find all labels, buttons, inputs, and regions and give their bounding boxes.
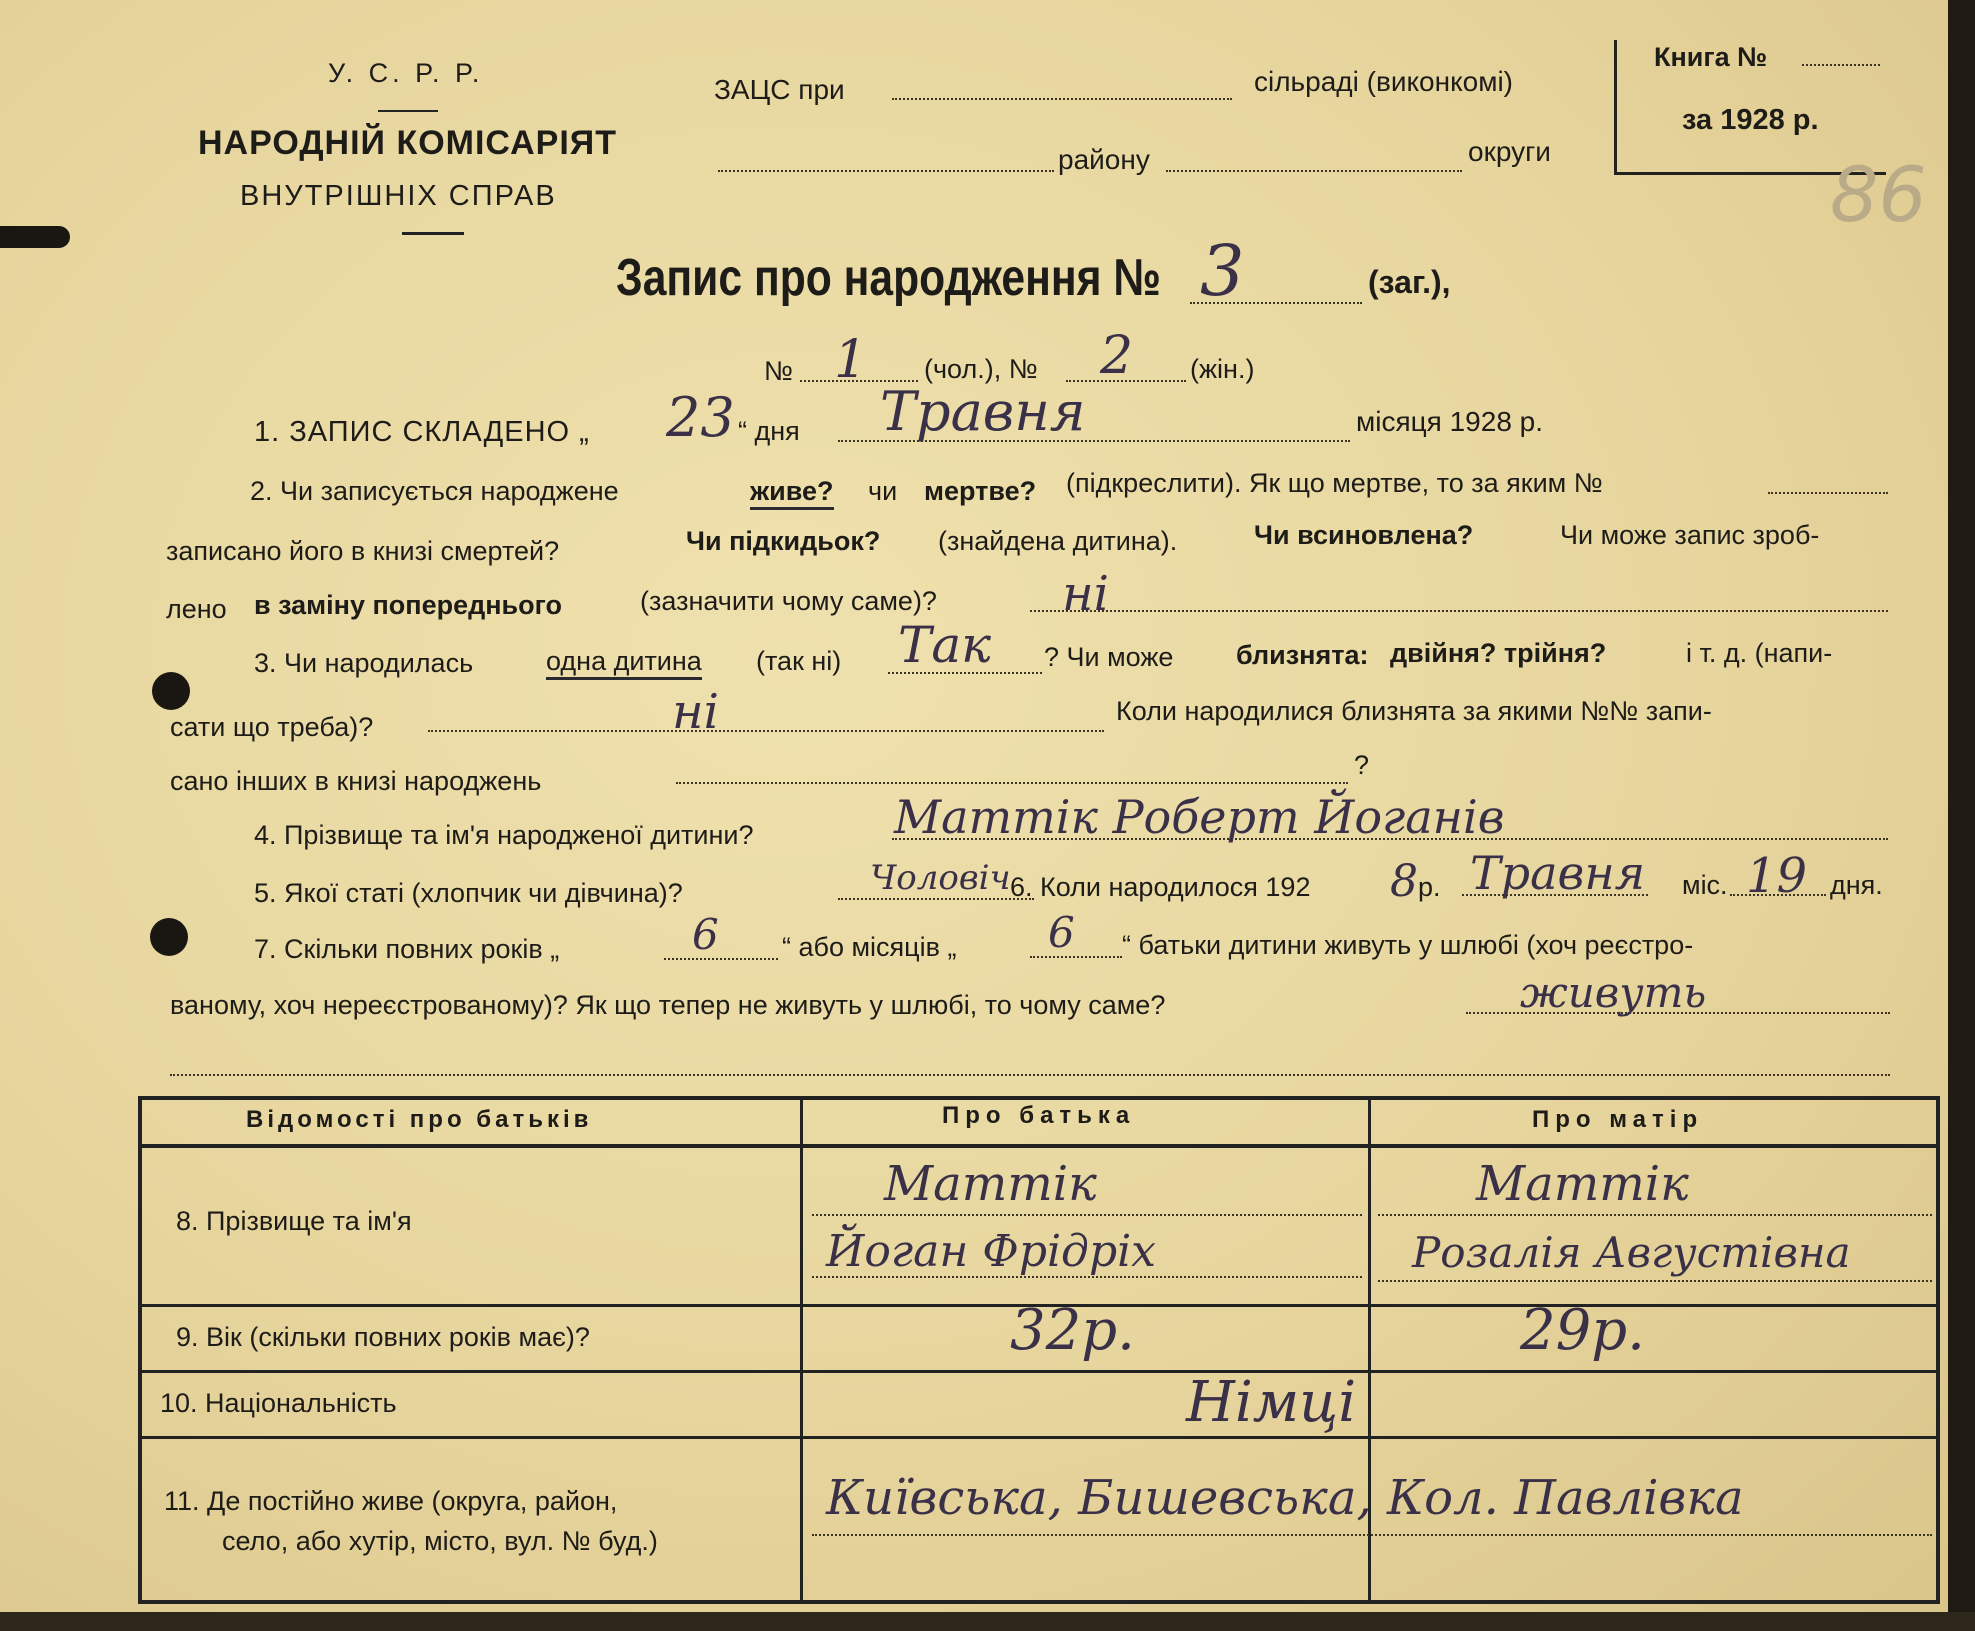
item7-years-line [664, 958, 778, 960]
table-head-father: Про батька [942, 1102, 1136, 1129]
item6-mis: міс. [1682, 870, 1728, 900]
item2-line3a: лено [166, 594, 227, 624]
mother-given-name: Розалія Августівна [1412, 1228, 1851, 1277]
header-rayonu: району [1058, 144, 1150, 175]
mother-given-line [1378, 1280, 1932, 1282]
item2-line2a: записано його в книзі смертей? [166, 536, 560, 566]
header-okrugy: округи [1468, 136, 1551, 167]
zhin-label: (жін.) [1190, 354, 1255, 384]
item3-dviynia: двійня? трійня? [1390, 638, 1607, 668]
book-number-line [1802, 64, 1880, 66]
item7-line2: ваному, хоч нереєстрованому)? Як що тепер не живуть у шлюбі, то чому саме? [170, 990, 1166, 1020]
record-title: Запис про народження № [616, 249, 1161, 307]
item2-vsynovl: Чи всиновлена? [1254, 520, 1474, 550]
marriage-years: 6 [692, 910, 719, 959]
paper-right-edge [1948, 0, 1975, 1631]
item7-b: “ або місяців „ [782, 932, 957, 962]
pencil-page-number: 86 [1830, 150, 1927, 239]
district-field-line [718, 170, 1054, 172]
child-name: Маттік Роберт Йоганів [894, 790, 1505, 844]
item2-zhyve: живе? [750, 476, 834, 510]
header-zags: ЗАЦС при [714, 74, 845, 105]
zags-field-line [892, 98, 1232, 100]
row11-label-1: 11. Де постійно живе (округа, район, [164, 1486, 618, 1516]
table-top [138, 1096, 1940, 1100]
item3-line3-dots [676, 782, 1348, 784]
table-bottom [138, 1600, 1940, 1604]
item3-a: 3. Чи народилась [254, 648, 474, 678]
item3-b: (так ні) [756, 646, 842, 676]
mother-surname-line [1378, 1214, 1932, 1216]
okruga-field-line [1166, 170, 1462, 172]
item3-line3-question: ? [1354, 750, 1370, 780]
item5-line [838, 898, 1034, 900]
mother-age: 29р. [1520, 1298, 1645, 1363]
edge-tear-mark [0, 226, 70, 248]
header-silradi: сільраді (виконкомі) [1254, 66, 1513, 97]
table-col-divider-2 [1368, 1096, 1371, 1604]
item7-extra-line [170, 1074, 1890, 1076]
row11-label-2: село, або хутір, місто, вул. № буд.) [222, 1526, 658, 1556]
item2-answer: ні [1062, 566, 1109, 622]
header-ussr: У. С. Р. Р. [328, 58, 484, 88]
paper-bottom-edge [0, 1612, 1975, 1631]
row9-label: 9. Вік (скільки повних років має)? [176, 1322, 590, 1352]
item2-pidkydok: Чи підкидьок? [686, 526, 881, 556]
item2-chy: чи [868, 476, 898, 506]
item1-label: 1. ЗАПИС СКЛАДЕНО „ [254, 416, 590, 448]
nationality: Німці [1186, 1370, 1357, 1435]
mother-surname: Маттік [1476, 1156, 1689, 1212]
item7-a: 7. Скільки повних років „ [254, 934, 560, 964]
header-rule-1 [378, 110, 438, 112]
item1-dnia: “ дня [738, 416, 800, 446]
row10-label: 10. Національність [160, 1388, 397, 1418]
item3-answer2: ні [672, 684, 719, 740]
item3-blyzn: близнята: [1236, 640, 1369, 670]
item1-end: місяця 1928 р. [1356, 406, 1544, 437]
book-year: за 1928 р. [1682, 104, 1819, 136]
item2-line1-dots [1768, 492, 1888, 494]
male-number: 1 [834, 330, 868, 390]
book-number-label: Книга № [1654, 42, 1768, 72]
item2-line2b: (знайдена дитина). [938, 526, 1178, 556]
no1-label: № [764, 356, 793, 386]
item7-answer: живуть [1520, 968, 1707, 1017]
item1-month: Травня [880, 380, 1086, 443]
table-header-bottom [138, 1144, 1940, 1148]
item3-line3a: сано інших в книзі народжень [170, 766, 542, 796]
item2-line1c: (підкреслити). Як що мертве, то за яким № [1066, 468, 1603, 498]
record-number: 3 [1200, 230, 1245, 312]
item4-label: 4. Прізвище та ім'я народженої дитини? [254, 820, 754, 850]
table-col-divider-1 [800, 1096, 803, 1604]
table-row2-bottom [138, 1370, 1940, 1373]
father-surname-line [812, 1214, 1362, 1216]
father-surname: Маттік [884, 1156, 1097, 1212]
table-left [138, 1096, 142, 1604]
item2-mertve: мертве? [924, 476, 1037, 506]
item7-months-line [1030, 956, 1122, 958]
item3-line2b: Коли народилися близнята за якими №№ запи- [1116, 696, 1712, 726]
item6-dnia: дня. [1830, 870, 1883, 900]
table-right [1936, 1096, 1940, 1604]
header-commissariat: НАРОДНІЙ КОМІСАРІЯТ [198, 124, 617, 162]
record-number-line [1190, 302, 1362, 304]
punch-hole-top [152, 672, 190, 710]
item3-answer: Так [898, 616, 992, 674]
birth-day: 19 [1746, 848, 1808, 904]
father-given-name: Йоган Фрідріх [826, 1226, 1156, 1277]
birth-year-digit: 8 [1390, 856, 1418, 907]
item3-odna: одна дитина [546, 646, 702, 680]
header-rule-2 [402, 232, 464, 235]
item3-line2-dots [428, 730, 1104, 732]
item7-c: “ батьки дитини живуть у шлюбі (хоч реєстро- [1122, 930, 1694, 960]
item2-line3b: (зазначити чому саме)? [640, 586, 937, 616]
birth-month: Травня [1470, 846, 1646, 900]
record-suffix: (заг.), [1368, 264, 1451, 300]
item3-d: і т. д. (напи- [1686, 638, 1833, 668]
female-number: 2 [1100, 326, 1134, 386]
item3-c: ? Чи може [1044, 642, 1174, 672]
item1-day: 23 [666, 386, 735, 449]
book-box-left [1614, 40, 1617, 174]
item5-label: 5. Якої статі (хлопчик чи дівчина)? [254, 878, 683, 908]
header-internal-affairs: ВНУТРІШНІХ СПРАВ [240, 180, 557, 212]
punch-hole-bottom [150, 918, 188, 956]
table-row3-bottom [138, 1436, 1940, 1439]
item3-line2a: сати що треба)? [170, 712, 374, 742]
row8-label: 8. Прізвище та ім'я [176, 1206, 412, 1236]
item6-r: р. [1418, 872, 1441, 902]
table-head-mother: Про матір [1532, 1106, 1704, 1133]
marriage-months: 6 [1048, 908, 1075, 957]
item6-label: 6. Коли народилося 192 [1010, 872, 1311, 902]
father-given-line [812, 1276, 1362, 1278]
item2-zaminu: в заміну попереднього [254, 590, 563, 620]
residence-line [812, 1534, 1932, 1536]
residence: Київська, Бишевська, Кол. Павлівка [826, 1470, 1744, 1526]
item2-line2c: Чи може запис зроб- [1560, 520, 1820, 550]
item2-answer-line [1030, 610, 1888, 612]
item2-line1a: 2. Чи записується народжене [250, 476, 619, 506]
child-sex: Чоловіч [870, 858, 1011, 898]
chol-label: (чол.), № [924, 354, 1038, 384]
father-age: 32р. [1010, 1298, 1135, 1363]
table-head-parents: Відомості про батьків [246, 1106, 593, 1133]
